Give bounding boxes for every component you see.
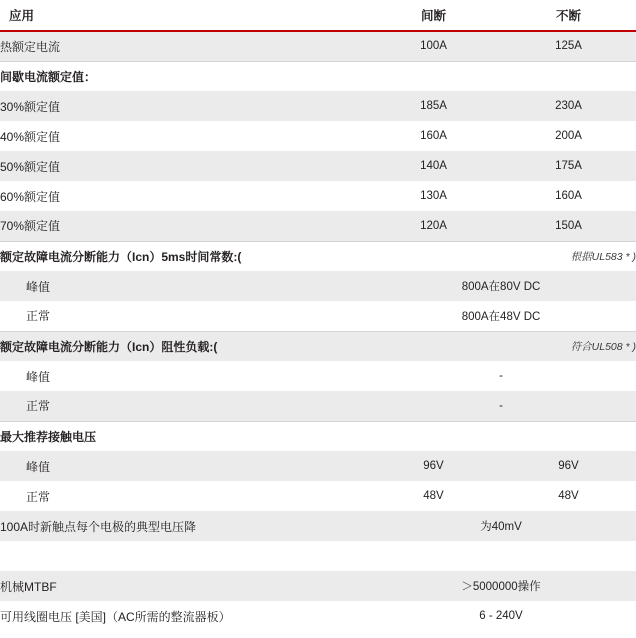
row-value-span: 800A在80V DC (366, 271, 636, 301)
row-label: 正常 (0, 391, 366, 421)
table-row (0, 121, 636, 151)
row-value-continuous: 175A (501, 151, 636, 181)
row-value-continuous: 96V (501, 451, 636, 481)
row-value-intermittent: 130A (366, 181, 501, 211)
table-row (0, 481, 636, 511)
row-value-continuous: 230A (501, 91, 636, 121)
row-value-intermittent (366, 421, 501, 451)
table-row (0, 61, 636, 91)
row-value-span: ＞5000000操作 (366, 571, 636, 601)
table-row (0, 571, 636, 601)
row-label: 30%额定值 (0, 91, 366, 121)
row-label: 60%额定值 (0, 181, 366, 211)
row-value-continuous (501, 421, 636, 451)
row-label: 间歇电流额定值： (0, 61, 366, 91)
row-label: 正常 (0, 481, 366, 511)
row-value-continuous: 200A (501, 121, 636, 151)
row-value-span: - (366, 391, 636, 421)
row-value-span: 800A在48V DC (366, 301, 636, 331)
row-label: 机械MTBF (0, 571, 366, 601)
table-row (0, 151, 636, 181)
row-label: 峰值 (0, 451, 366, 481)
row-label: 峰值 (0, 361, 366, 391)
row-label: 50%额定值 (0, 151, 366, 181)
row-label: 最大推荐接触电压 (0, 421, 366, 451)
row-label: 额定故障电流分断能力（Icn）5ms时间常数:( (0, 241, 366, 271)
table-body (0, 31, 636, 631)
table-row (0, 241, 636, 271)
row-label: 热额定电流 (0, 31, 366, 61)
table-row (0, 601, 636, 631)
row-value-intermittent: 120A (366, 211, 501, 241)
column-header-intermittent: 间断 (366, 0, 501, 31)
row-label: 额定故障电流分断能力（Icn）阻性负载:( (0, 331, 366, 361)
row-value-intermittent: 160A (366, 121, 501, 151)
table-row (0, 31, 636, 61)
table-row (0, 361, 636, 391)
table-row-blank (0, 541, 636, 571)
row-value-continuous (501, 541, 636, 571)
row-value-continuous: 48V (501, 481, 636, 511)
row-label: 正常 (0, 301, 366, 331)
table-row (0, 211, 636, 241)
row-label: 100A时新触点每个电极的典型电压降 (0, 511, 366, 541)
table-row (0, 301, 636, 331)
column-header-continuous: 不断 (501, 0, 636, 31)
row-value-intermittent: 48V (366, 481, 501, 511)
table-row (0, 511, 636, 541)
row-standard-note: 根据UL583 * ) (366, 241, 636, 271)
row-value-intermittent: 185A (366, 91, 501, 121)
row-value-intermittent: 140A (366, 151, 501, 181)
row-label: 70%额定值 (0, 211, 366, 241)
table-row (0, 91, 636, 121)
row-value-span: 6 - 240V (366, 601, 636, 631)
table-row (0, 181, 636, 211)
row-label: 可用线圈电压 [美国]（AC所需的整流器板） (0, 601, 366, 631)
row-value-continuous: 150A (501, 211, 636, 241)
row-value-span: - (366, 361, 636, 391)
table-row (0, 421, 636, 451)
row-value-intermittent: 96V (366, 451, 501, 481)
table-row (0, 391, 636, 421)
row-standard-note: 符合UL508 * ) (366, 331, 636, 361)
row-value-intermittent (366, 541, 501, 571)
row-value-span: 为40mV (366, 511, 636, 541)
column-header-application: 应用 (0, 0, 366, 31)
row-value-continuous (501, 61, 636, 91)
table-row (0, 451, 636, 481)
row-label: 峰值 (0, 271, 366, 301)
row-value-intermittent (366, 61, 501, 91)
row-label: 40%额定值 (0, 121, 366, 151)
row-value-continuous: 160A (501, 181, 636, 211)
table-row (0, 331, 636, 361)
row-label (0, 541, 366, 571)
row-value-continuous: 125A (501, 31, 636, 61)
table-row (0, 271, 636, 301)
table-header-row (0, 0, 636, 31)
row-value-intermittent: 100A (366, 31, 501, 61)
